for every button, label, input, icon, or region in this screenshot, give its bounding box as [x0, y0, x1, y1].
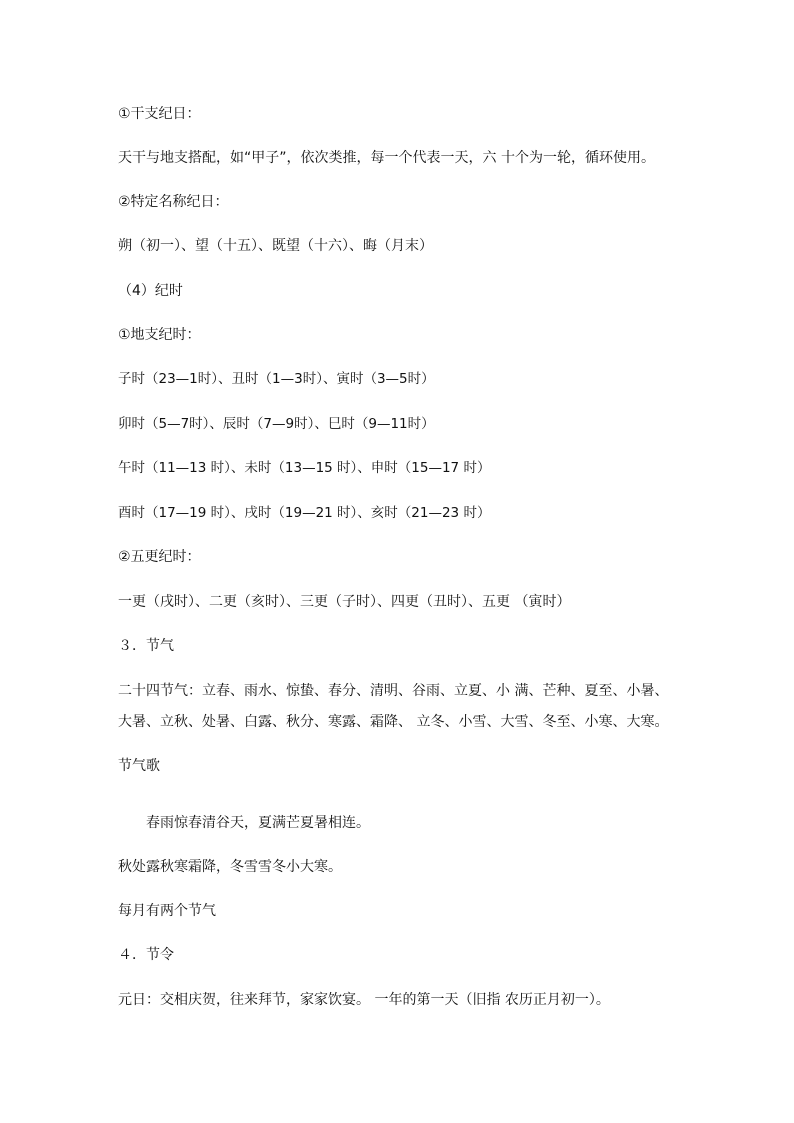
text-special-day: 朔（初一）、望（十五）、既望（十六）、晦（月末）: [118, 238, 433, 254]
heading-festivals: ４．节令: [118, 947, 174, 963]
text-dizhi-time-3: 午时（11—13 时）、未时（13—15 时）、申时（15—17 时）: [118, 460, 491, 476]
heading-solar-terms-song: 节气歌: [118, 758, 160, 774]
text-song-line-2: 秋处露秋寒霜降，冬雪雪冬小大寒。: [118, 859, 342, 875]
text-dizhi-time-1: 子时（23—1时）、丑时（1—3时）、寅时（3—5时）: [118, 371, 435, 387]
text-dizhi-time-4: 酉时（17—19 时）、戌时（19—21 时）、亥时（21—23 时）: [118, 505, 491, 521]
text-song-line-1: 春雨惊春清谷天，夏满芒夏暑相连。: [146, 815, 370, 831]
heading-dizhi-time: ①地支纪时：: [118, 327, 201, 343]
heading-ganzhi-day: ①干支纪日：: [118, 106, 201, 122]
heading-solar-terms: ３．节气: [118, 638, 174, 654]
heading-special-day: ②特定名称纪日：: [118, 194, 229, 210]
text-wugeng-time: 一更（戌时）、二更（亥时）、三更（子时）、四更（丑时）、五更 （寅时）: [118, 594, 571, 610]
text-new-year-day: 元日：交相庆贺，往来拜节，家家饮宴。 一年的第一天（旧指 农历正月初一）。: [118, 992, 610, 1008]
text-dizhi-time-2: 卯时（5—7时）、辰时（7—9时）、巳时（9—11时）: [118, 416, 435, 432]
text-solar-terms-1: 二十四节气：立春、雨水、惊蛰、春分、清明、谷雨、立夏、小 满、芒种、夏至、小暑、: [118, 683, 669, 699]
heading-wugeng-time: ②五更纪时：: [118, 549, 201, 565]
text-two-terms-per-month: 每月有两个节气: [118, 903, 216, 919]
text-solar-terms-2: 大暑、立秋、处暑、白露、秋分、寒露、霜降、 立冬、小雪、大雪、冬至、小寒、大寒。: [118, 714, 669, 730]
heading-time-keeping: （4）纪时: [118, 283, 183, 299]
text-ganzhi-day: 天干与地支搭配，如“甲子”，依次类推，每一个代表一天，六 十个为一轮，循环使用。: [118, 150, 655, 166]
